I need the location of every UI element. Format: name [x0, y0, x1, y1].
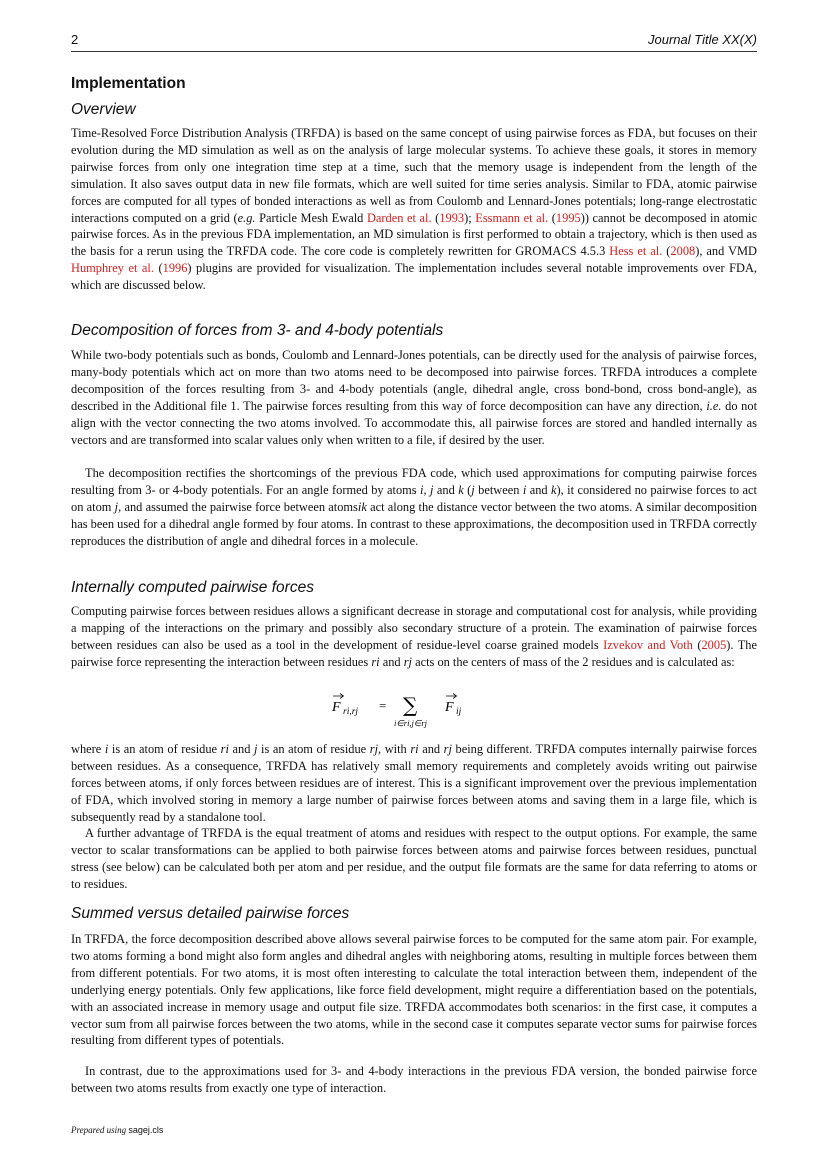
running-head [71, 31, 757, 52]
equation-svg [71, 690, 757, 730]
citation-year-link[interactable]: 1995 [555, 210, 581, 225]
journal-title: Journal Title XX(X) [648, 32, 757, 47]
decomposition-paragraph-1: While two-body potentials such as bonds, Coulomb and Lennard-Jones potentials, can be directly used for the analysis of pairwise forces, many-body potentials which act on more than two atoms need to be decomposed into pairwise forces. TRFDA introduces a complete decomposition of the forces resulting from 3- and 4-body potentials (angle, dihedral angle, cross bond-bond, cross bond-angle), as described in the Additional file 1. The pairwise forces resulting from this way of force decomposition can have any direction, i.e. do not align with the vector connecting the two atoms involved. To accommodate this, all pairwise forces are stored and handled internally as vectors and are transformed into scalar values only when written to a file, if desired by the user. [71, 348, 758, 447]
citation-year-link[interactable]: 2008 [670, 244, 696, 259]
overview-heading: Overview [71, 101, 136, 118]
internal-forces-paragraph-1: Computing pairwise forces between residues allows a significant decrease in storage and computational cost for analysis, while providing a mapping of the interactions on the primary and possibly also secondary structure of a protein. The examination of pairwise forces between residues can also be used as a tool in the development of residue-level coarse grained models Izvekov and Voth (2005). The pairwise force representing the interaction between residues ri and rj acts on the centers of mass of the 2 residues and is calculated as: [71, 604, 757, 669]
overview-paragraph: Time-Resolved Force Distribution Analysis (TRFDA) is based on the same concept of using pairwise forces as FDA, but focuses on their evolution during the MD simulation as well as on the analysis of large molecular systems. To achieve these goals, it stores in memory pairwise forces from only one integration time step at a time, such that the memory usage is independent from the length of the simulation. It also saves output data in new file formats, which are well suited for time series analysis. Similar to FDA, atomic pairwise forces are computed for all types of bonded interactions as well as from Coulomb and Lennard-Jones potentials; long-range electrostatic interactions computed on a grid (e.g. Particle Mesh Ewald Darden et al. (1993); Essmann et al. (1995)) cannot be decomposed in atomic pairwise forces. As in the previous FDA implementation, an MD simulation is first performed to obtain a trajectory, which is then used as the basis for a rerun using the TRFDA code. The core code is completely rewritten for GROMACS 4.5.3 Hess et al. (2008), and VMD Humphrey et al. (1996) plugins are provided for visualization. The implementation includes several notable improvements over FDA, which are discussed below. [71, 126, 758, 293]
citation-year-link[interactable]: 1996 [162, 261, 188, 276]
class-file-name: sagej.cls [128, 1125, 164, 1135]
page-number: 2 [71, 32, 79, 47]
citation-year-link[interactable]: 2005 [701, 637, 727, 652]
section-title: Implementation [71, 75, 186, 92]
equation-force-symbol-rhs: F [445, 700, 454, 715]
page [71, 0, 757, 1170]
decomposition-paragraph-2: The decomposition rectifies the shortcomings of the previous FDA code, which used approximations for computing pairwise forces resulting from 3- or 4-body potentials. For an angle formed by atoms i, j and k (j between i and k), it considered no pairwise forces to act on atom j, and assumed the pairwise force between atomsik act along the distance vector between the two atoms. A similar decomposition has been used for a dihedral angle formed by four atoms. In contrast to these approximations, the decomposition used in TRFDA correctly reproduces the distribution of angle and dihedral forces in a molecule. [71, 466, 757, 548]
citation-link[interactable]: Izvekov and Voth [603, 637, 693, 652]
decomposition-heading: Decomposition of forces from 3- and 4-body potentials [71, 322, 444, 339]
equation-force-symbol: F [332, 700, 341, 715]
citation-link[interactable]: Darden et al. [366, 210, 432, 225]
equation-rhs-subscript: ij [456, 707, 462, 717]
equation-sum-subscript: i∈ri,j∈rj [394, 718, 427, 728]
summed-forces-heading: Summed versus detailed pairwise forces [71, 905, 350, 922]
footer: Prepared using sagej.cls [71, 1125, 164, 1135]
summed-forces-paragraph-2: In contrast, due to the approximations used for 3- and 4-body interactions in the previous FDA version, the bonded pairwise force between two atoms results from exactly one type of interaction. [71, 1064, 757, 1095]
citation-link[interactable]: Hess et al. [609, 244, 663, 259]
equation-lhs-subscript: ri,rj [343, 707, 359, 717]
summed-forces-paragraph-1: In TRFDA, the force decomposition described above allows several pairwise forces to be computed for the same atom pair. For example, two atoms forming a bond might also form angles and dihedral angles with neighboring atoms, resulting in multiple forces between them from different potentials. For two atoms, it is most often interesting to calculate the total interaction between them, independent of the underlying energy potentials. Only few applications, like force field development, might require a differentiation based on the potentials, with an associated increase in memory usage and output file size. TRFDA accommodates both scenarios: in the first case, it computes a vector sum from all pairwise forces between the two atoms, while in the second case it computes separate vector sums for pairwise forces resulting from different types of potentials. [71, 932, 757, 1048]
internal-forces-paragraph-3: A further advantage of TRFDA is the equal treatment of atoms and residues with respect to the output options. For example, the same vector to scalar transformations can be applied to both pairwise forces between atoms and pairwise forces between residues, punctual stress (see below) can be calculated both per atom and per residue, and the output file formats are the same for data referring to atoms or to residues. [71, 826, 757, 891]
citation-link[interactable]: Essmann et al. [475, 210, 549, 225]
citation-year-link[interactable]: 1993 [439, 210, 465, 225]
internal-forces-paragraph-2: where i is an atom of residue ri and j is an atom of residue rj, with ri and rj being different. TRFDA computes internally pairwise forces between residues. As a consequence, TRFDA has relatively small memory requirements and completely avoids writing out pairwise forces between atoms, if only forces between residues are of interest. This is a significant improvement over the previous implementation of FDA, which involved storing in memory a large number of pairwise forces between atoms and saving them in a large file, which is subsequently read by a standalone tool. [71, 742, 757, 824]
equation-sum-symbol: ∑ [403, 693, 418, 717]
internal-forces-heading: Internally computed pairwise forces [71, 579, 314, 596]
citation-link[interactable]: Humphrey et al. [71, 261, 154, 276]
equation-equals: = [379, 698, 387, 713]
equation-residue-force [71, 690, 757, 730]
